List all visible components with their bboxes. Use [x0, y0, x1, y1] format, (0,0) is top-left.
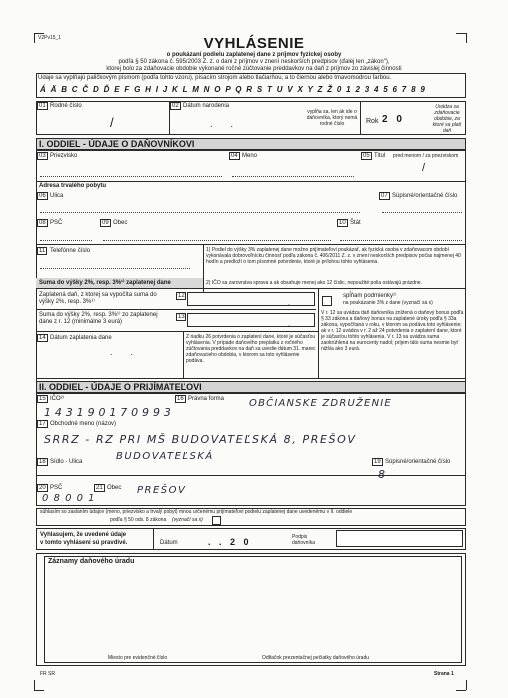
consent-hint: (vyznačí sa x) — [172, 517, 203, 523]
datum-zaplatenia-label: Dátum zaplatenia dane — [50, 335, 112, 341]
rok-label: Rok — [366, 118, 379, 125]
telefon-field[interactable] — [40, 268, 190, 269]
signature-label: Podpis daňovníka — [292, 534, 316, 546]
datum-zaplatenia-field[interactable]: .. — [110, 347, 152, 357]
field-number-09: 09 — [102, 220, 109, 226]
field-number-05: 05 — [363, 153, 370, 159]
evidence-number-label: Miesto pre evidenčné číslo — [108, 655, 168, 661]
rok-field[interactable]: 2 0 — [382, 114, 405, 125]
psc-field[interactable] — [40, 240, 92, 241]
field-number-07: 07 — [381, 193, 388, 199]
form-subtitle-2: podľa § 50 zákona č. 595/2003 Z. z. o dani z príjmov v znení neskorších predpisov (ďalej len „zákon"), — [118, 59, 390, 65]
signature-field[interactable] — [336, 530, 463, 547]
supisne-cislo-prijimatel-field[interactable]: 8 — [378, 468, 387, 481]
field-number-20: 20 — [39, 485, 46, 491]
form-title: VYHLÁSENIE — [203, 35, 305, 52]
titul-hint: pred menom / za priezviskom — [393, 153, 459, 159]
sidlo-ulica-field[interactable]: BUDOVATEĽSKÁ — [116, 451, 214, 462]
priezvisko-label: Priezvisko — [50, 153, 78, 159]
corner-mark — [34, 690, 44, 691]
suma-percent-label: Suma do výšky 2%, resp. 3%¹⁾ zo zaplatenej dane z r. 12 (minimálne 3 eurá) — [39, 312, 158, 325]
field-number-15: 15 — [39, 396, 46, 402]
meno-field[interactable] — [232, 176, 354, 177]
decimal-comma: , — [288, 300, 290, 307]
declaration-line-2: v tomto vyhlásení sú pravdivé. — [40, 540, 128, 546]
sidlo-ulica-label: Sídlo - Ulica — [50, 459, 83, 465]
datum-narodenia-field[interactable]: .. — [210, 119, 252, 129]
corner-mark — [456, 33, 466, 34]
titul-label: Titul — [374, 153, 386, 159]
spliam-sub: na poukázanie 3% z dane (vyznačí sa x) — [343, 300, 433, 306]
obec-field[interactable] — [103, 240, 331, 241]
section-2-title: II. ODDIEL - ÚDAJE O PRIJÍMATEĽOVI — [39, 382, 202, 392]
field-number-02: 02 — [172, 103, 179, 109]
r13-note: V r. 12 sa uvádza daň daňovníka znížená o daňový bonus podľa § 33 zákona a daňový bonus na zaplatené úroky podľa § 33a zákona, vypočítaná v roku, v ktorom sa podáva toto vyhlásenie; ak v r. 12 uvádza v r. 2 až 24 potvrdenia o zaplatení dane, ktoré je súčasťou tohto vyhlásenia. V r. 13 sa uvádza suma zaokrúhlená na eurocenty nadol; príjem táto suma nesmie byť nižšia ako 3 eurá. — [321, 310, 464, 352]
spliam-checkbox[interactable] — [322, 296, 332, 306]
field-number-08: 08 — [39, 220, 46, 226]
note-ico: 2) IČO sa zarovnáva sprava a ak obsahuje menej ako 12 číslic, nepoužité polia ostávajú prázdne. — [206, 280, 422, 286]
form-subtitle-1: o poukázaní podielu zaplatenej dane z príjmov fyzickej osoby — [166, 52, 342, 58]
corner-mark — [466, 680, 467, 690]
obec-prijimatel-label: Obec — [107, 485, 122, 491]
stat-label: Štát — [350, 220, 361, 226]
field-number-18: 18 — [39, 459, 46, 465]
field-number-19: 19 — [374, 459, 381, 465]
sum-title: Suma do výšky 2%, resp. 3%¹⁾ zaplatenej dane — [39, 280, 171, 286]
obchodne-meno-field[interactable]: SRRZ - RZ PRI MŠ BUDOVATEĽSKÁ 8, PREŠOV — [44, 433, 357, 446]
r14-note: Z riadku 26 potvrdenia o zaplatení dane, ktoré je súčasťou vyhlásenia. V prípade daňového preplatku z ročného zúčtovania preddavkov na daň sa uvedie dátum 31. marec zdaňovacieho obdobia, v ktorom sa toto vyhlásenie podáva. — [186, 334, 316, 364]
date-field[interactable]: . . 2 0 — [208, 537, 252, 547]
priezvisko-field[interactable] — [40, 176, 222, 177]
supisne-cislo-label: Súpisné/orientačné číslo — [392, 193, 458, 199]
decimal-comma: , — [288, 321, 290, 328]
field-number-14: 14 — [39, 335, 46, 341]
supisne-cislo-prijimatel-label: Súpisné/orientačné číslo — [385, 459, 451, 465]
field-number-03: 03 — [39, 153, 46, 159]
office-records-title: Záznamy daňového úradu — [48, 558, 135, 565]
field-number-17: 17 — [39, 421, 46, 427]
corner-mark — [34, 33, 44, 34]
rok-note: Uvádza sa zdaňovacie obdobie, za ktoré sa platí daň — [432, 104, 462, 134]
form-code: V2Pv15_1 — [38, 35, 62, 41]
form-subtitle-3: ktorej bolo za zdaňovacie obdobie vykonané ročné zúčtovanie preddavkov na daň z príjmov zo závislej činnosti — [106, 66, 402, 72]
supisne-cislo-field[interactable] — [382, 212, 462, 213]
meno-label: Meno — [242, 153, 258, 159]
consent-line-2: podľa § 50 ods. 8 zákona — [110, 517, 167, 523]
field-number-21: 21 — [96, 485, 103, 491]
telefon-label: Telefónne číslo — [50, 248, 91, 254]
obec-prijimatel-field[interactable]: PREŠOV — [137, 485, 187, 496]
pravna-forma-label: Právna forma — [188, 396, 225, 402]
stat-field[interactable] — [340, 240, 462, 241]
psc-label: PSČ — [50, 220, 63, 226]
page-number: Strana 1 — [434, 671, 454, 677]
datum-narodenia-note: vypĺňa sa, len ak ide o daňovníka, ktorý nemá rodné číslo — [306, 109, 358, 127]
field-number-12: 12 — [178, 293, 185, 299]
rodne-cislo-label: Rodné číslo — [50, 103, 82, 109]
declaration-line-1: Vyhlasujem, že uvedené údaje — [40, 532, 127, 538]
address-title: Adresa trvalého pobytu — [39, 183, 107, 189]
obec-label: Obec — [113, 220, 128, 226]
ulica-label: Ulica — [50, 193, 64, 199]
suma-percent-field[interactable] — [187, 313, 315, 327]
section-1-title: I. ODDIEL - ÚDAJE O DAŇOVNÍKOVI — [39, 139, 195, 149]
stamp-label: Odtlačok prezentačnej pečiatky daňového úradu — [262, 655, 370, 661]
rodne-cislo-field[interactable]: / — [110, 115, 114, 130]
note-dobrovolnik: 1) Podiel do výšky 3% zaplatenej dane možno prijímateľovi poukázať, ak fyzická osoba v zdaňovacom období vykonávala dobrovoľnícku činnosť podľa zákona č. 406/2011 Z. z. v znení neskorších predpisov počas najmenej 40 hodín a predloží o tom písomné potvrdenie, ktoré je prílohou tohto vyhlásenia. — [206, 247, 461, 265]
field-number-11: 11 — [39, 248, 46, 254]
ulica-field[interactable] — [40, 212, 360, 213]
field-number-16: 16 — [177, 396, 184, 402]
pravna-forma-field[interactable]: OBČIANSKE ZDRUŽENIE — [249, 398, 392, 409]
font-sample: Á Ä B C Č D Ď E F G H I J K L M N O P Q R S T U V X Y Z Ž 0 1 2 3 4 5 6 7 8 9 — [40, 85, 427, 94]
instructions-line: Údaje sa vypĺňajú paličkovým písmom (podľa tohto vzoru), písacím strojom alebo tlačiarňou, a to čiernou alebo tmavomodrou farbou. — [38, 75, 392, 81]
field-number-06: 06 — [39, 193, 46, 199]
consent-line-1: súhlasím so zaslaním údajov (meno, priezvisko a trvalý pobyt) mnou určenému prijímateľovi podielu zaplatenej dane uvedenému v II. oddiele — [40, 509, 353, 515]
zaplatena-dan-field[interactable] — [187, 292, 315, 306]
datum-narodenia-label: Dátum narodenia — [183, 103, 230, 109]
ico-label: IČO²⁾ — [50, 396, 65, 402]
corner-mark — [34, 680, 35, 690]
ico-field[interactable]: 1 4 3 1 9 0 1 7 0 9 9 3 — [44, 406, 172, 419]
corner-mark — [456, 690, 466, 691]
consent-checkbox[interactable] — [212, 516, 221, 525]
titul-field[interactable]: / — [422, 162, 426, 174]
date-label: Dátum — [160, 540, 178, 546]
field-number-04: 04 — [231, 153, 238, 159]
footer-issuer: FR SR — [40, 671, 55, 677]
spliam-label: spĺňam podmienky¹⁾ — [343, 293, 397, 299]
field-number-10: 10 — [339, 220, 346, 226]
field-number-13: 13 — [178, 314, 185, 320]
psc-prijimatel-field[interactable]: 0 8 0 0 1 — [42, 493, 96, 504]
zaplatena-dan-label: Zaplatená daň, z ktorej sa vypočíta suma do výšky 2%, resp. 3%¹⁾ — [39, 292, 157, 305]
obchodne-meno-label: Obchodné meno (názov) — [50, 421, 117, 427]
field-number-01: 01 — [39, 103, 46, 109]
psc-prijimatel-label: PSČ — [50, 485, 63, 491]
